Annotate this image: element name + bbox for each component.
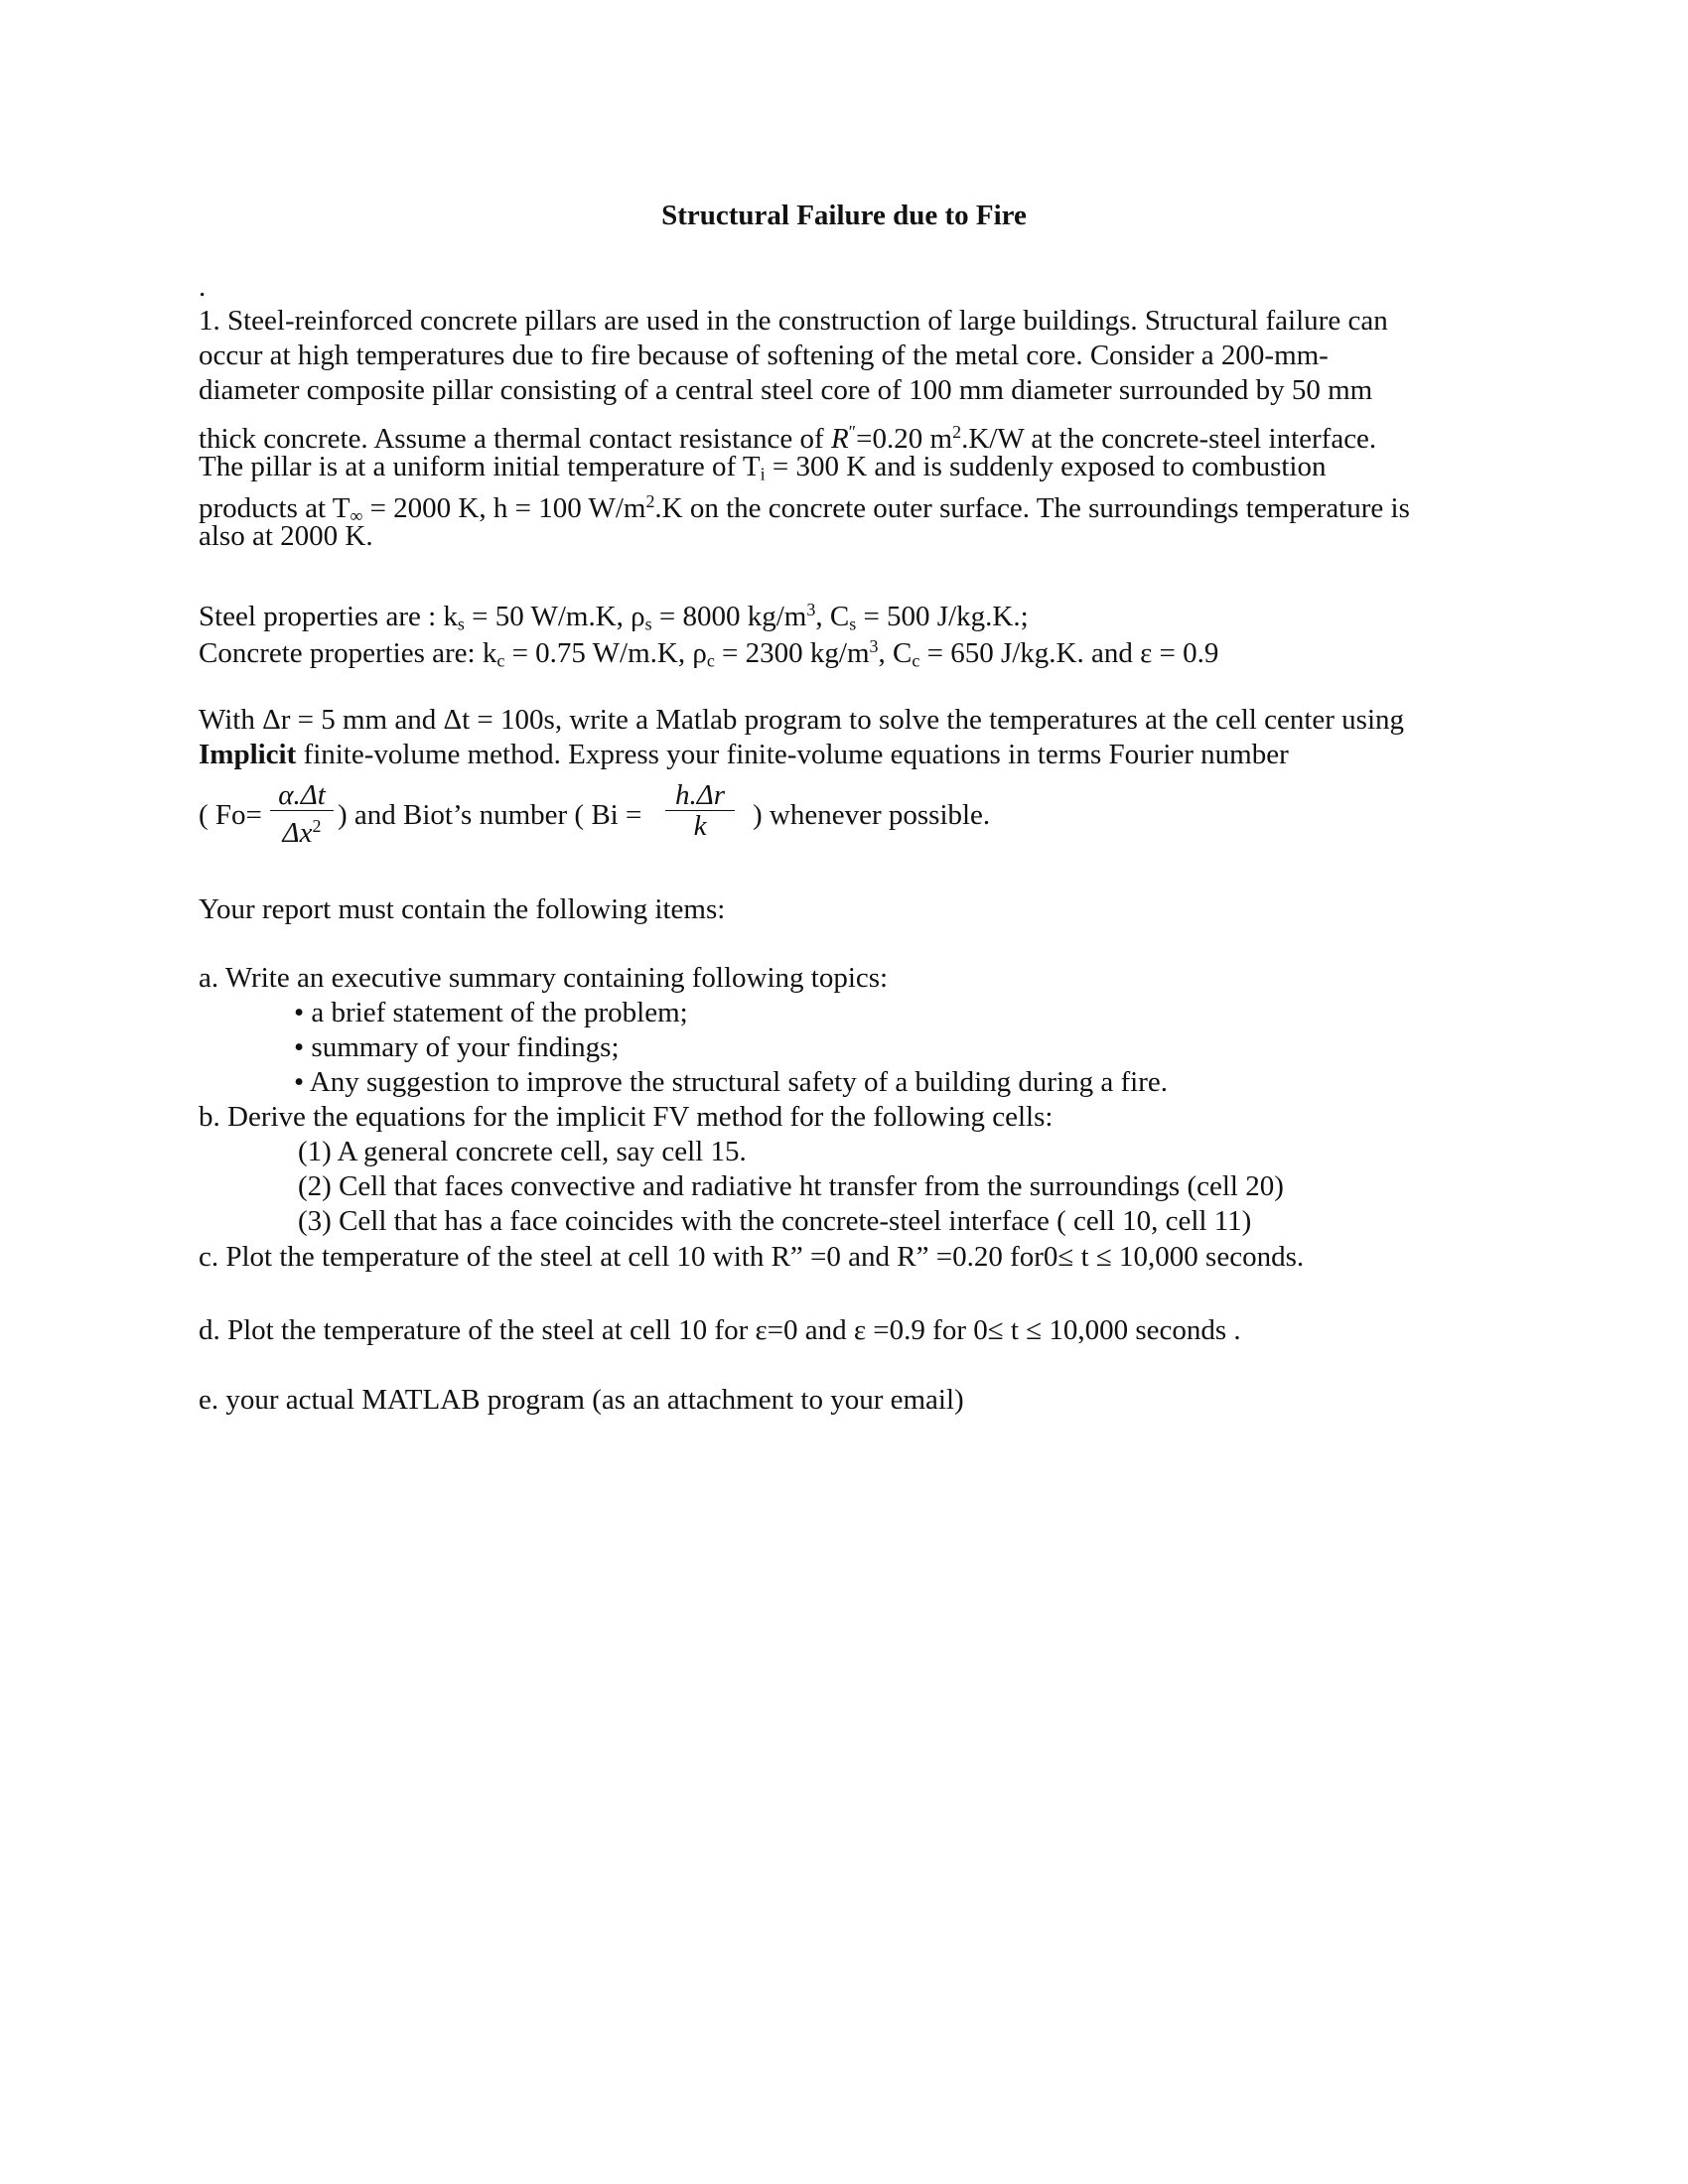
- problem-line-2: occur at high temperatures due to fire because of softening of the metal core. Consider a 200-mm-: [199, 340, 1329, 371]
- report-intro: Your report must contain the following items:: [199, 893, 726, 925]
- fourier-label: ( Fo=: [199, 799, 262, 831]
- item-e: e. your actual MATLAB program (as an attachment to your email): [199, 1384, 964, 1416]
- item-b-cell-1: (1) A general concrete cell, say cell 15.: [298, 1136, 747, 1167]
- problem-line-7: also at 2000 K.: [199, 520, 373, 552]
- item-c: c. Plot the temperature of the steel at cell 10 with R” =0 and R” =0.20 for0≤ t ≤ 10,000 seconds.: [199, 1241, 1305, 1273]
- implicit-keyword: Implicit: [199, 739, 297, 770]
- item-a: a. Write an executive summary containing following topics:: [199, 962, 889, 994]
- item-d: d. Plot the temperature of the steel at cell 10 for ε=0 and ε =0.9 for 0≤ t ≤ 10,000 seconds .: [199, 1314, 1241, 1346]
- problem-line-1: 1. Steel-reinforced concrete pillars are used in the construction of large buildings. Structural failure can: [199, 305, 1388, 337]
- method-line-2: Implicit finite-volume method. Express your finite-volume equations in terms Fourier number: [199, 739, 1289, 770]
- stray-mark: .: [199, 271, 207, 303]
- item-a-bullet-3: • Any suggestion to improve the structural safety of a building during a fire.: [294, 1066, 1168, 1098]
- page-title: Structural Failure due to Fire: [661, 200, 1027, 231]
- fourier-number-fraction: α.Δt $\Delta x^2$: [270, 780, 334, 848]
- problem-line-6: products at $T_\infty = 2000$ K, h = 100 $W/m^2.K$ on the concrete outer surface. The surroundings temperature is: [199, 491, 1410, 526]
- problem-line-5: The pillar is at a uniform initial temperature of $T_i = 300$ K and is suddenly exposed to combustion: [199, 451, 1327, 484]
- method-line-1: With Δr = 5 mm and Δt = 100s, write a Matlab program to solve the temperatures at the cell center using: [199, 704, 1405, 736]
- concrete-properties: Concrete properties are: $k_c = 0.75$ W/m.K, $\rho_c = 2300$ $kg/m^3$, $C_c = 650$ J/kg.K. and ε = 0.9: [199, 636, 1219, 671]
- problem-line-3: diameter composite pillar consisting of a central steel core of 100 mm diameter surrounded by 50 mm: [199, 374, 1373, 406]
- item-b-cell-3: (3) Cell that has a face coincides with the concrete-steel interface ( cell 10, cell 11): [298, 1205, 1252, 1237]
- biot-number-fraction: h.Δr k: [665, 780, 735, 841]
- item-b: b. Derive the equations for the implicit FV method for the following cells:: [199, 1101, 1054, 1133]
- item-b-cell-2: (2) Cell that faces convective and radiative ht transfer from the surroundings (cell 20): [298, 1170, 1284, 1202]
- steel-properties: Steel properties are : $k_s = 50$ W/m.K, $\rho_s = 8000$ $kg/m^3$, $C_s = 500$ J/kg.K.;: [199, 600, 1029, 634]
- formula-tail: ) whenever possible.: [753, 799, 991, 831]
- problem-line-4: thick concrete. Assume a thermal contact resistance of R″=0.20 $m^2.K/W$ at the concrete-steel interface.: [199, 422, 1377, 455]
- item-a-bullet-2: • summary of your findings;: [294, 1031, 620, 1063]
- biot-label: ) and Biot’s number ( Bi =: [338, 799, 642, 831]
- item-a-bullet-1: • a brief statement of the problem;: [294, 997, 688, 1028]
